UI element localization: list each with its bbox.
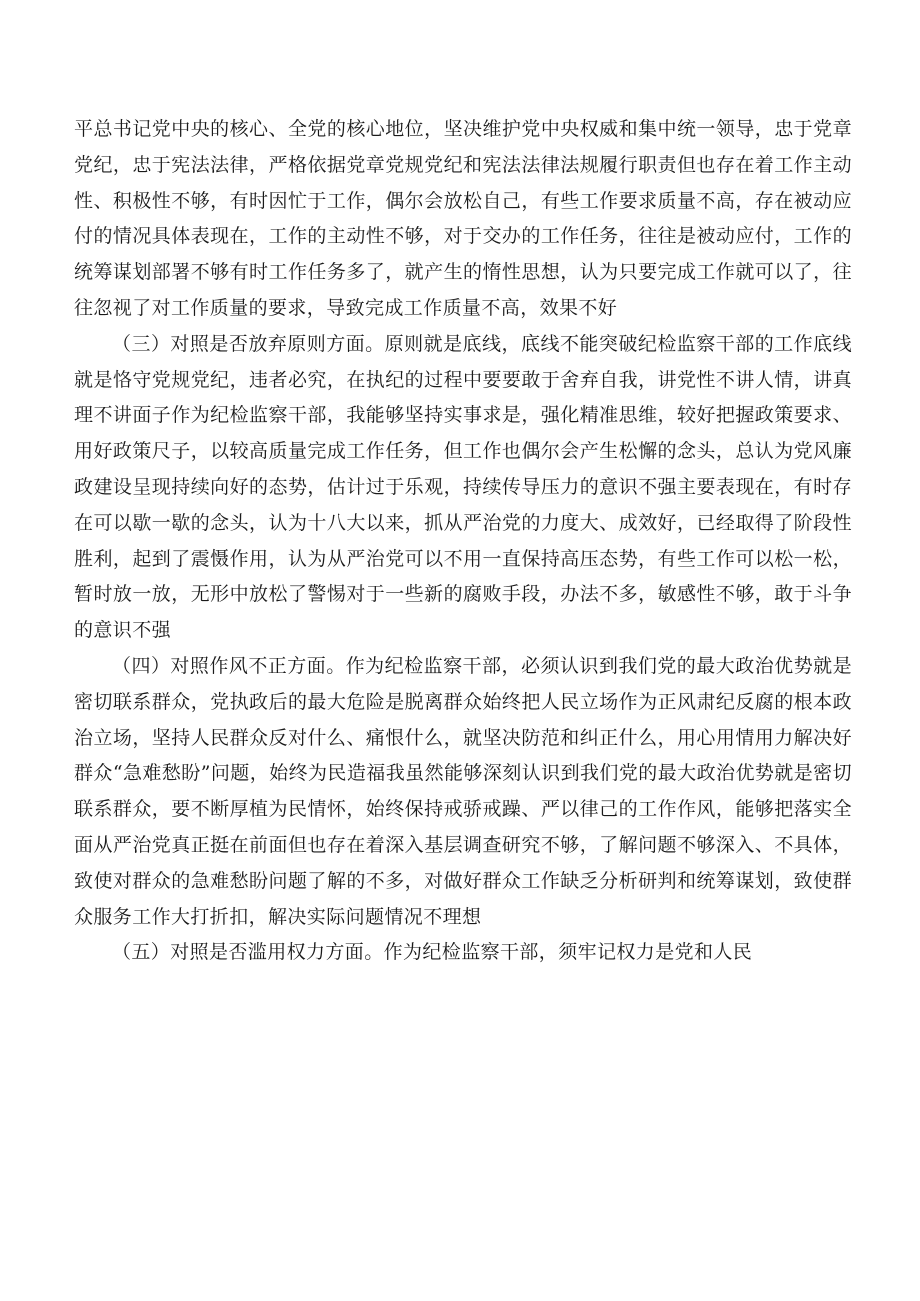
paragraph-section-three: （三）对照是否放弃原则方面。原则就是底线，底线不能突破纪检监察干部的工作底线就是恪守党规党纪，违者必究，在执纪的过程中要要敢于舍弃自我，讲党性不讲人情，讲真理不讲面子作为纪检监察干部，我能够坚持实事求是，强化精准思维，较好把握政策要求、用好政策尺子，以较高质量完成工作任务，但工作也偶尔会产生松懈的念头，总认为党风廉政建设呈现持续向好的态势，估计过于乐观，持续传导压力的意识不强主要表现在，有时存在可以歇一歇的念头，认为十八大以来，抓从严治党的力度大、成效好，已经取得了阶段性胜利，起到了震慑作用，认为从严治党可以不用一直保持高压态势，有些工作可以松一松，暂时放一放，无形中放松了警惕对于一些新的腐败手段，办法不多，敏感性不够，敢于斗争的意识不强	[74, 332, 852, 642]
document-body	[74, 112, 852, 971]
paragraph-section-five: （五）对照是否滥用权力方面。作为纪检监察干部，须牢记权力是党和人民	[112, 941, 753, 964]
paragraph-continuation: 平总书记党中央的核心、全党的核心地位，坚决维护党中央权威和集中统一领导，忠于党章党纪，忠于宪法法律，严格依据党章党规党纪和宪法法律法规履行职责但也存在着工作主动性、积极性不够，有时因忙于工作，偶尔会放松自己，有些工作要求质量不高，存在被动应付的情况具体表现在，工作的主动性不够，对于交办的工作任务，往往是被动应付，工作的统筹谋划部署不够有时工作任务多了，就产生的惰性思想，认为只要完成工作就可以了，往往忽视了对工作质量的要求，导致完成工作质量不高，效果不好	[74, 118, 852, 319]
paragraph-section-four: （四）对照作风不正方面。作为纪检监察干部，必须认识到我们党的最大政治优势就是密切联系群众，党执政后的最大危险是脱离群众始终把人民立场作为正风肃纪反腐的根本政治立场，坚持人民群众反对什么、痛恨什么，就坚决防范和纠正什么，用心用情用力解决好群众“急难愁盼”问题，始终为民造福我虽然能够深刻认识到我们党的最大政治优势就是密切联系群众，要不断厚植为民情怀，始终保持戒骄戒躁、严以律己的工作作风，能够把落实全面从严治党真正挺在前面但也存在着深入基层调查研究不够，了解问题不够深入、不具体，致使对群众的急难愁盼问题了解的不多，对做好群众工作缺乏分析研判和统筹谋划，致使群众服务工作大打折扣，解决实际问题情况不理想	[74, 654, 852, 928]
